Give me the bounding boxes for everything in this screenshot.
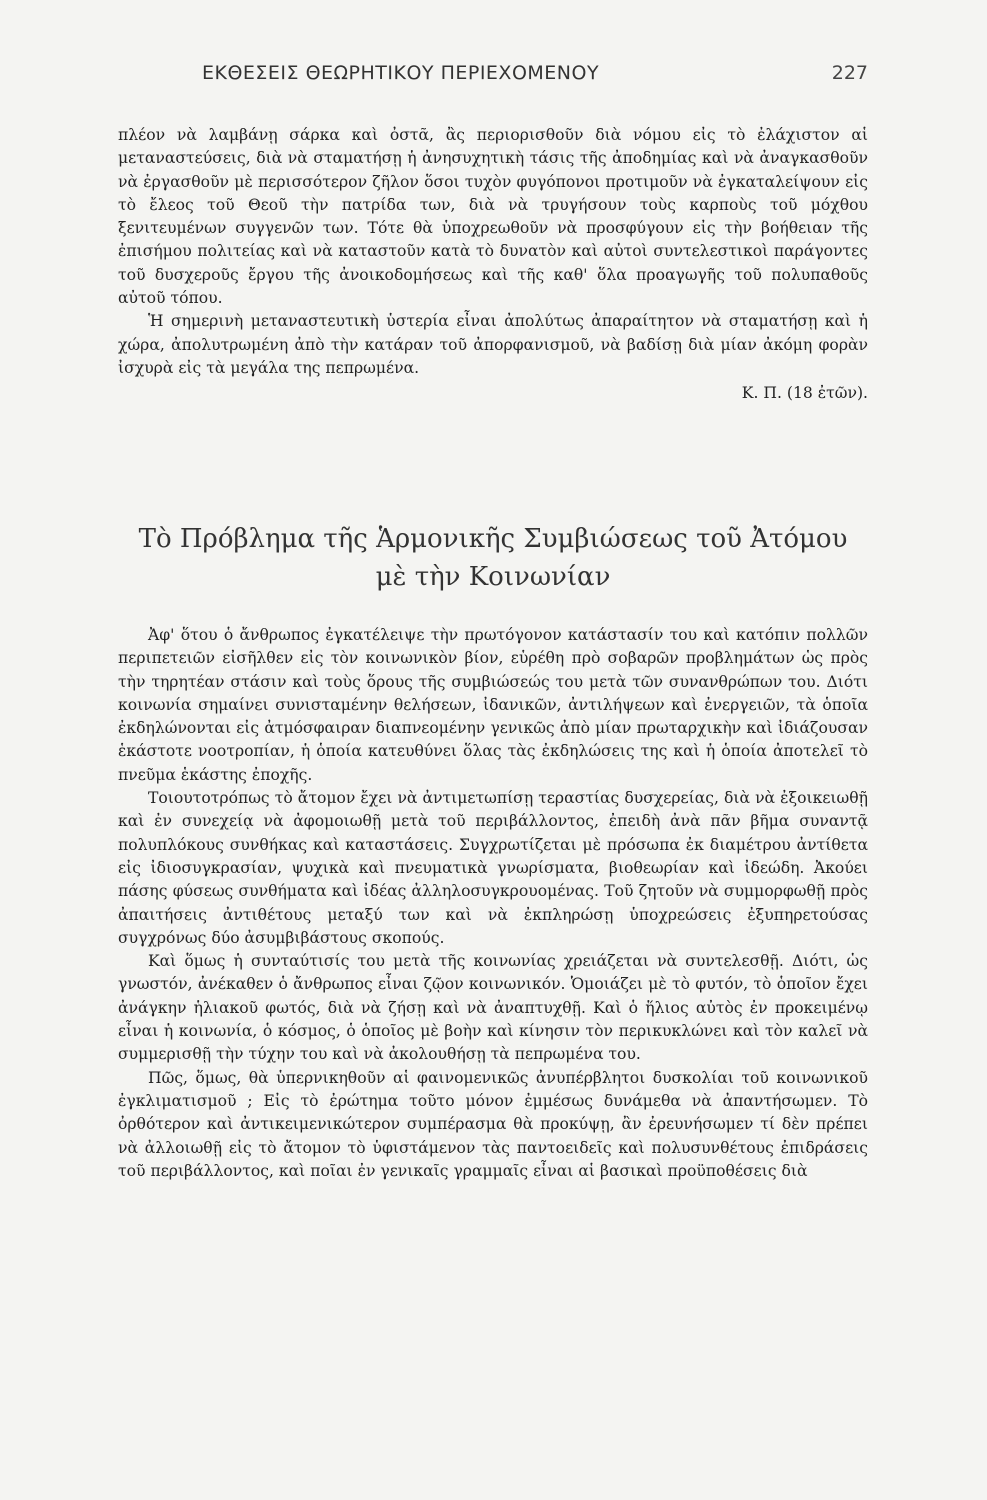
page-header	[118, 62, 868, 92]
article-title-line-2: μὲ τὴν Κοινωνίαν	[375, 562, 611, 592]
essay-2-paragraph: Πῶς, ὅμως, θὰ ὑπερνικηθοῦν αἱ φαινομενικῶς ἀνυπέρβλητοι δυσκολίαι τοῦ κοινωνικοῦ ἐγκλιματισμοῦ ; Εἰς τὸ ἐρώτημα τοῦτο μόνον ἐμμέσως δυνάμεθα νὰ ἀπαντήσωμεν. Τὸ ὀρθότερον καὶ ἀντικειμενικώτερον συμπέρασμα θὰ προκύψῃ, ἂν ἐρευνήσωμεν τί δὲν πρέπει νὰ ἀλλοιωθῇ εἰς τὸ ἄτομον τὸ ὑφιστάμενον τὰς παντοειδεῖς καὶ πολυσυνθέτους ἐπιδράσεις τοῦ περιβάλλοντος, καὶ ποῖαι ἐν γενικαῖς γραμμαῖς εἶναι αἱ βασικαὶ προϋποθέσεις διὰ	[118, 1068, 868, 1180]
essay-1-paragraph: Ἡ σημερινὴ μεταναστευτικὴ ὑστερία εἶναι ἀπολύτως ἀπαραίτητον νὰ σταματήσῃ καὶ ἡ χώρα, ἀπολυτρωμένη ἀπὸ τὴν κατάραν τοῦ ἀπορφανισμοῦ, νὰ βαδίσῃ διὰ μίαν ἀκόμη φορὰν ἰσχυρὰ εἰς τὰ μεγάλα της πεπρωμένα.	[118, 312, 868, 377]
essay-2-text	[118, 624, 868, 1183]
page-number: 227	[831, 62, 868, 84]
author-signature: Κ. Π. (18 ἐτῶν).	[741, 384, 868, 403]
essay-2-paragraph: Καὶ ὅμως ἡ συνταύτισίς του μετὰ τῆς κοινωνίας χρειάζεται νὰ συντελεσθῇ. Διότι, ὡς γνωστόν, ἀνέκαθεν ὁ ἄνθρωπος εἶναι ζῷον κοινωνικόν. Ὁμοιάζει μὲ τὸ φυτόν, τὸ ὁποῖον ἔχει ἀνάγκην ἡλιακοῦ φωτός, διὰ νὰ ζήσῃ καὶ νὰ ἀναπτυχθῇ. Καὶ ὁ ἥλιος αὐτὸς ἐν προκειμένῳ εἶναι ἡ κοινωνία, ὁ κόσμος, ὁ ὁποῖος μὲ βοὴν καὶ κίνησιν τὸν περικυκλώνει καὶ τὸν καλεῖ νὰ συμμερισθῇ τὴν τύχην του καὶ νὰ ἀκολουθήσῃ τὰ πεπρωμένα του.	[118, 952, 868, 1064]
essay-1-text	[118, 124, 868, 406]
essay-1-paragraph: πλέον νὰ λαμβάνῃ σάρκα καὶ ὀστᾶ, ἂς περιορισθοῦν διὰ νόμου εἰς τὸ ἐλάχιστον αἱ μεταναστεύσεις, διὰ νὰ σταματήσῃ ἡ ἀνησυχητικὴ τάσις τῆς ἀποδημίας καὶ νὰ ἀναγκασθοῦν νὰ ἐργασθοῦν μὲ περισσότερον ζῆλον ὅσοι τυχὸν φυγόπονοι προτιμοῦν νὰ ἐγκαταλείψουν εἰς τὸ ἔλεος τοῦ Θεοῦ τὴν πατρίδα των, διὰ νὰ τρυγήσουν τοὺς καρποὺς τοῦ μόχθου ξενιτευμένων συγγενῶν των. Τότε θὰ ὑποχρεωθοῦν νὰ προσφύγουν εἰς τὴν βοήθειαν τῆς ἐπισήμου πολιτείας καὶ νὰ καταστοῦν κατὰ τὸ δυνατὸν καὶ αὐτοὶ συντελεστικοὶ παράγοντες τοῦ δυσχεροῦς ἔργου τῆς ἀνοικοδομήσεως καὶ τῆς καθ' ὅλα προαγωγῆς τοῦ πολυπαθοῦς αὐτοῦ τόπου.	[118, 126, 868, 308]
essay-2-paragraph: Τοιουτοτρόπως τὸ ἄτομον ἔχει νὰ ἀντιμετωπίσῃ τεραστίας δυσχερείας, διὰ νὰ ἐξοικειωθῇ καὶ ἐν συνεχείᾳ νὰ ἀφομοιωθῇ μετὰ τοῦ περιβάλλοντος, ἐπειδὴ ἀνὰ πᾶν βῆμα συναντᾷ πολυπλόκους συνθήκας καὶ καταστάσεις. Συγχρωτίζεται μὲ πρόσωπα ἐκ διαμέτρου ἀντίθετα εἰς ἰδιοσυγκρασίαν, ψυχικὰ καὶ πνευματικὰ γνωρίσματα, βιοθεωρίαν καὶ ἰδεώδη. Ἀκούει πάσης φύσεως συνθήματα καὶ ἰδέας ἀλληλοσυγκρουομένας. Τοῦ ζητοῦν νὰ συμμορφωθῇ πρὸς ἀπαιτήσεις ἀντιθέτους μεταξύ των καὶ νὰ ἐκπληρώσῃ ὑποχρεώσεις ἐξυπηρετούσας συγχρόνως δύο ἀσυμβιβάστους σκοπούς.	[118, 789, 868, 947]
article-title	[118, 520, 868, 596]
article-title-line-1: Τὸ Πρόβλημα τῆς Ἁρμονικῆς Συμβιώσεως τοῦ Ἀτόμου	[138, 524, 848, 554]
essay-2-paragraph: Ἀφ' ὅτου ὁ ἄνθρωπος ἐγκατέλειψε τὴν πρωτόγονον κατάστασίν του καὶ κατόπιν πολλῶν περιπετειῶν εἰσῆλθεν εἰς τὸν κοινωνικὸν βίον, εὑρέθη πρὸ σοβαρῶν προβλημάτων ὡς πρὸς τὴν τηρητέαν στάσιν καὶ τοὺς ὅρους τῆς συμβιώσεώς του μετὰ τῶν συνανθρώπων του. Διότι κοινωνία σημαίνει συνισταμένην θελήσεων, ἰδανικῶν, ἀντιλήψεων καὶ ἐνεργειῶν, τὰ ὁποῖα ἐκδηλώνονται εἰς ἀτμόσφαιραν διαπνεομένην γενικῶς ἀπὸ μίαν πρωταρχικὴν καὶ ἰδιάζουσαν ἑκάστοτε νοοτροπίαν, ἡ ὁποία κατευθύνει ὅλας τὰς ἐκδηλώσεις της καὶ ἡ ὁποία ἀποτελεῖ τὸ πνεῦμα ἑκάστης ἐποχῆς.	[118, 626, 868, 784]
running-head: ΕΚΘΕΣΕΙΣ ΘΕΩΡΗΤΙΚΟΥ ΠΕΡΙΕΧΟΜΕΝΟΥ	[202, 62, 600, 84]
